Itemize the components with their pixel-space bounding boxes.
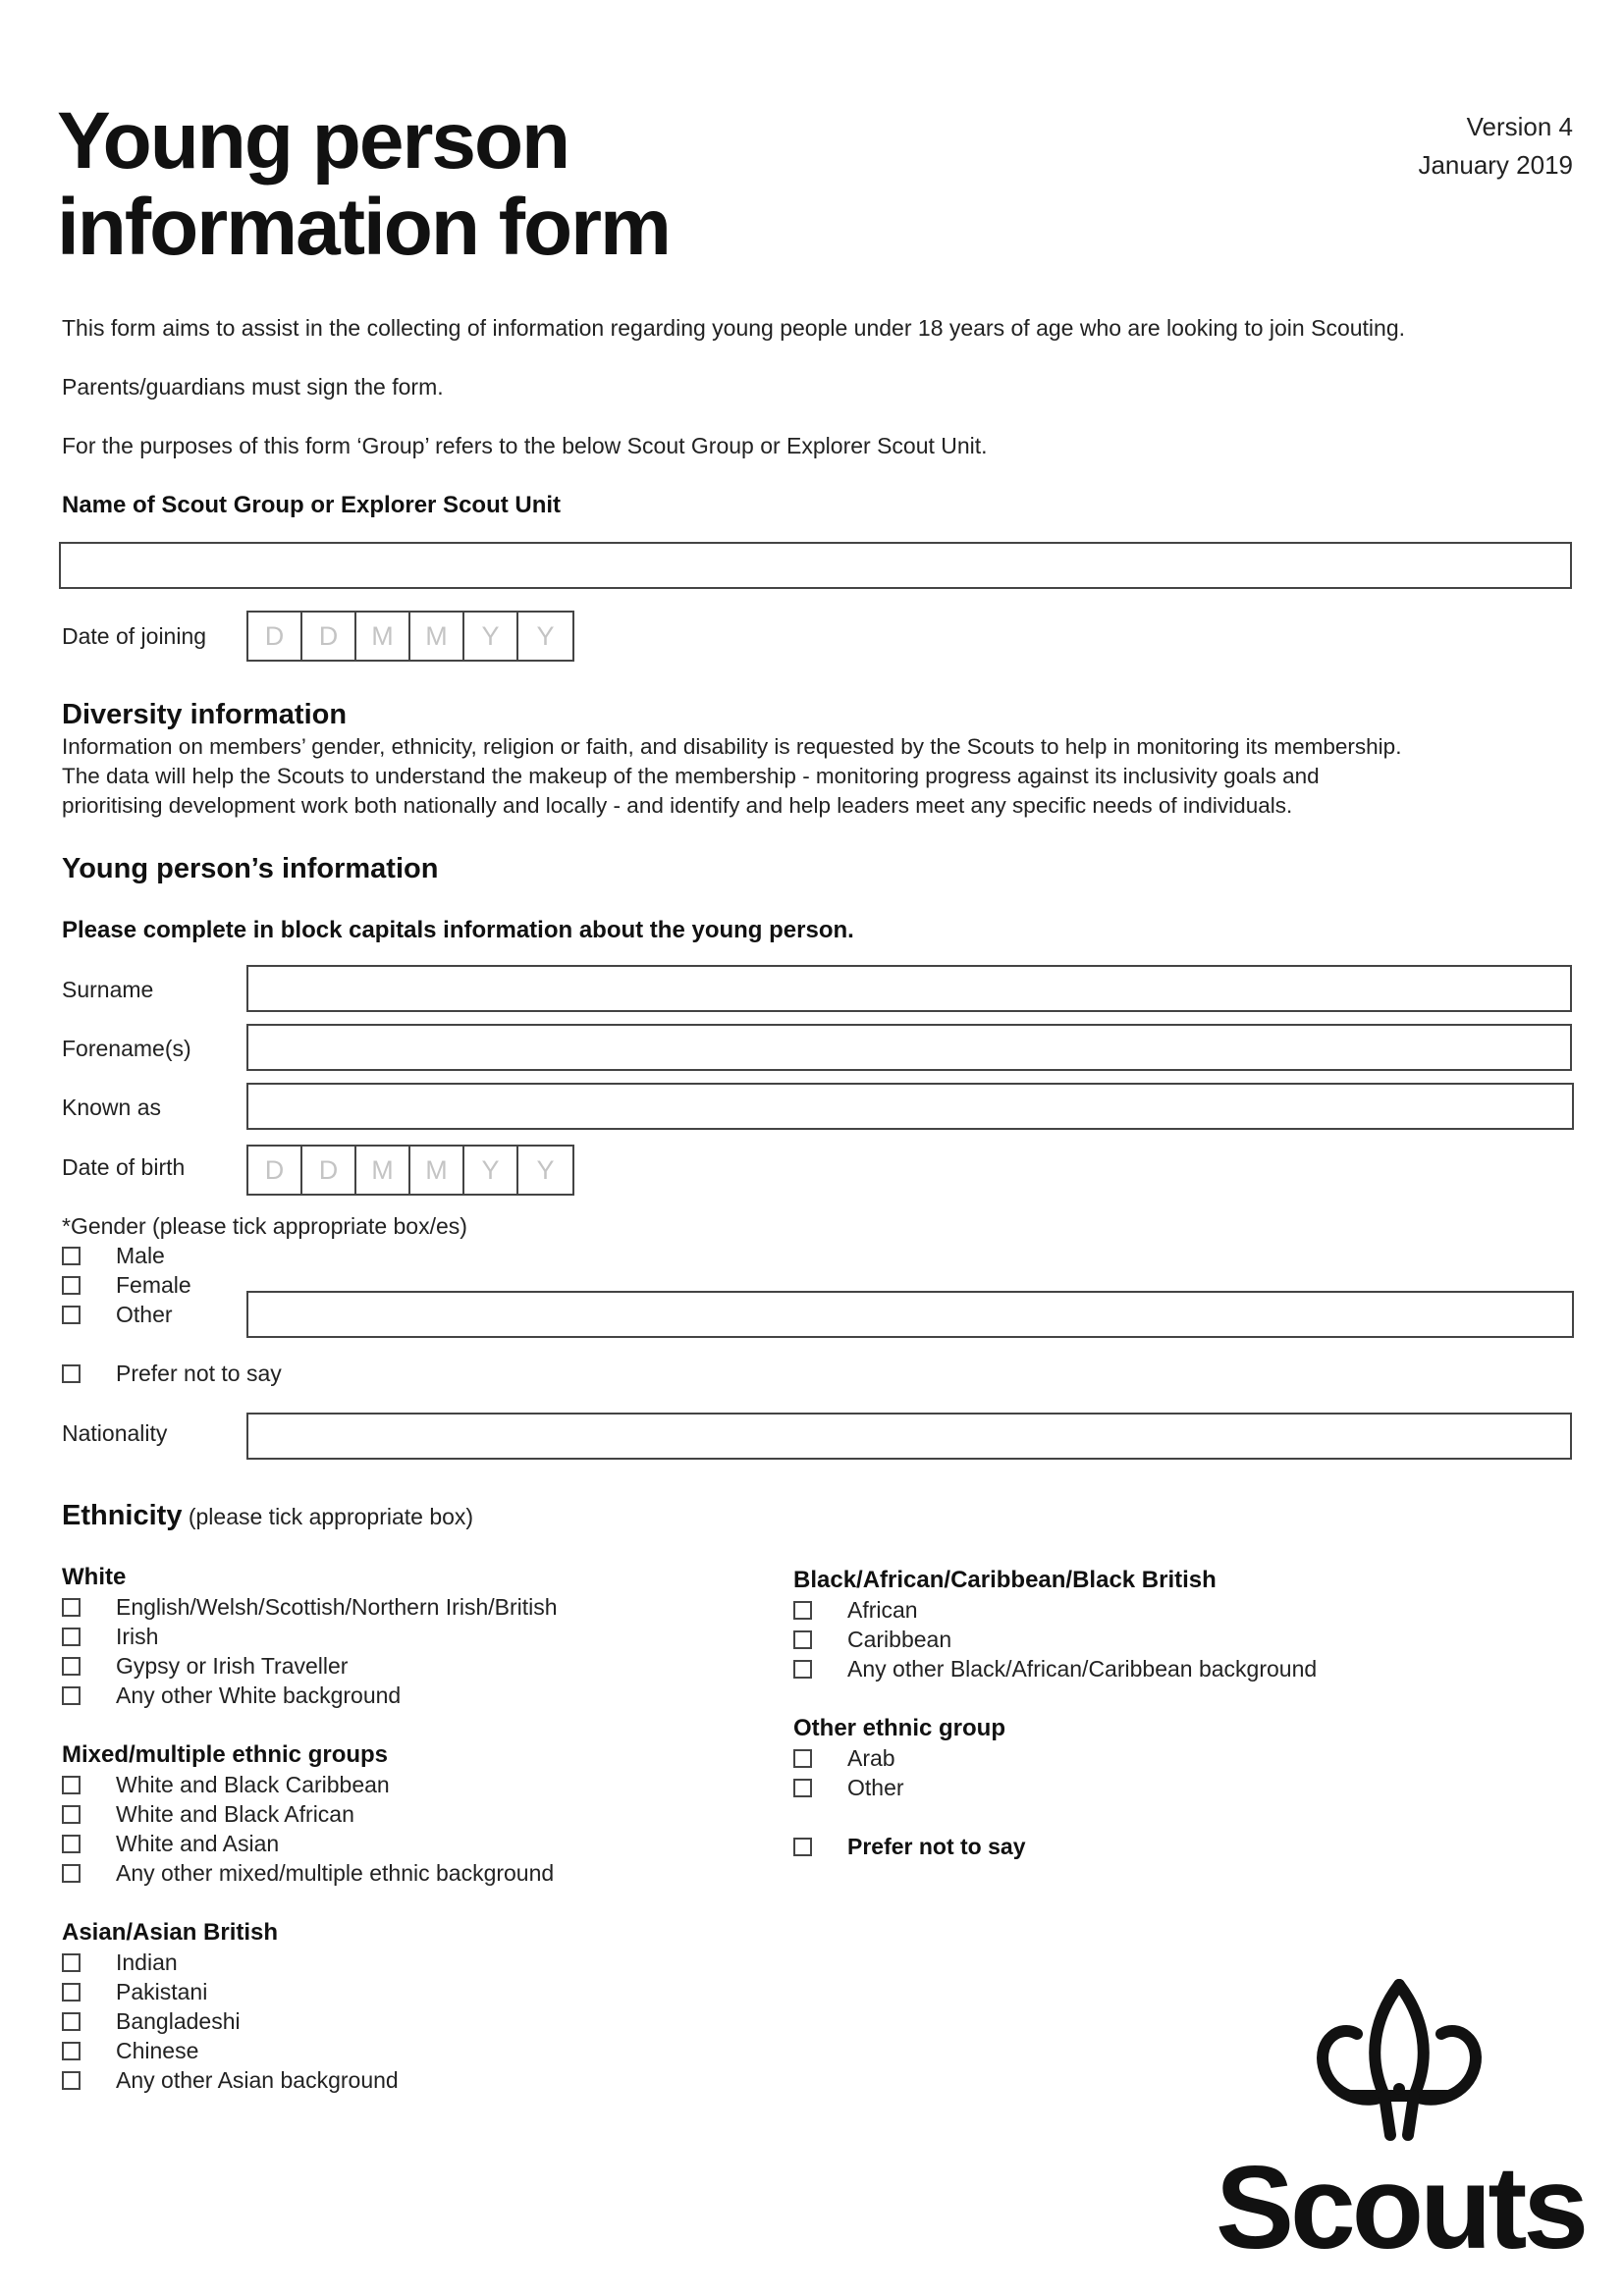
ethnicity-prefer-not-to-say[interactable] xyxy=(793,1832,1026,1861)
date-digit: M xyxy=(356,1147,410,1194)
checkbox[interactable] xyxy=(62,1598,81,1617)
date-of-birth-label: Date of birth xyxy=(62,1154,186,1180)
ethnicity-option[interactable] xyxy=(62,1681,558,1710)
group-title: Other ethnic group xyxy=(793,1715,1005,1741)
ethnicity-option[interactable] xyxy=(793,1625,1317,1654)
ethnicity-note: (please tick appropriate box) xyxy=(182,1504,474,1529)
ethnicity-group-other xyxy=(793,1714,1005,1802)
option-label: Pakistani xyxy=(116,1978,208,2004)
surname-field[interactable] xyxy=(246,965,1572,1012)
gender-option-female[interactable] xyxy=(62,1270,191,1300)
checkbox[interactable] xyxy=(62,2071,81,2090)
checkbox[interactable] xyxy=(62,1306,81,1324)
ethnicity-option[interactable] xyxy=(62,1770,554,1799)
option-label: Irish xyxy=(116,1623,159,1649)
checkbox[interactable] xyxy=(793,1749,812,1768)
checkbox[interactable] xyxy=(793,1660,812,1679)
option-label: Any other Asian background xyxy=(116,2066,399,2093)
ethnicity-option[interactable] xyxy=(62,1858,554,1888)
nationality-label: Nationality xyxy=(62,1420,168,1446)
option-label: English/Welsh/Scottish/Northern Irish/British xyxy=(116,1593,558,1620)
checkbox[interactable] xyxy=(62,1953,81,1972)
ethnicity-option[interactable] xyxy=(62,2036,399,2065)
intro-paragraph-2: Parents/guardians must sign the form. xyxy=(62,374,444,400)
checkbox[interactable] xyxy=(62,2042,81,2060)
option-label: Any other White background xyxy=(116,1682,402,1708)
forenames-label: Forename(s) xyxy=(62,1036,191,1061)
checkbox[interactable] xyxy=(62,1657,81,1676)
version-info xyxy=(1418,108,1573,185)
option-label: Chinese xyxy=(116,2037,199,2063)
diversity-line: The data will help the Scouts to understand the makeup of the membership - monitoring progress against its inclusivity goals and xyxy=(62,764,1320,788)
ethnicity-group-asian xyxy=(62,1918,399,2095)
ethnicity-option[interactable] xyxy=(62,1829,554,1858)
option-label: Indian xyxy=(116,1949,178,1975)
date-digit: Y xyxy=(536,1154,555,1185)
date-digit: M xyxy=(410,613,464,660)
option-label: White and Asian xyxy=(116,1830,280,1856)
gender-prefer-not-to-say[interactable] xyxy=(62,1359,282,1388)
intro-paragraph-3: For the purposes of this form ‘Group’ refers to the below Scout Group or Explorer Scout Unit. xyxy=(62,433,988,458)
option-label: African xyxy=(847,1596,918,1623)
surname-label: Surname xyxy=(62,977,154,1002)
date-digit: D xyxy=(248,1147,302,1194)
date-digit: Y xyxy=(536,620,555,651)
diversity-line: Information on members’ gender, ethnicity, religion or faith, and disability is requested by the Scouts to help in monitoring its membership. xyxy=(62,734,1402,759)
date-of-joining-label: Date of joining xyxy=(62,623,207,649)
option-label: Prefer not to say xyxy=(116,1360,282,1386)
option-label: Arab xyxy=(847,1744,895,1771)
ethnicity-heading xyxy=(62,1500,473,1532)
checkbox[interactable] xyxy=(62,1835,81,1853)
checkbox[interactable] xyxy=(62,1276,81,1295)
option-label: Other xyxy=(116,1301,173,1327)
option-label: Prefer not to say xyxy=(847,1833,1026,1859)
date-digit: D xyxy=(302,613,356,660)
nationality-field[interactable] xyxy=(246,1413,1572,1460)
checkbox[interactable] xyxy=(62,1364,81,1383)
option-label: Any other Black/African/Caribbean background xyxy=(847,1655,1318,1682)
group-name-field[interactable] xyxy=(59,542,1572,589)
intro-paragraph-1: This form aims to assist in the collecting of information regarding young people under 18 years of age who are looking to join Scouting. xyxy=(62,315,1405,341)
option-label: Gypsy or Irish Traveller xyxy=(116,1652,349,1679)
known-as-field[interactable] xyxy=(246,1083,1574,1130)
scouts-logo-text: Scouts xyxy=(1216,2142,1586,2273)
date-digit: M xyxy=(410,1147,464,1194)
option-label: Bangladeshi xyxy=(116,2007,241,2034)
ethnicity-option[interactable] xyxy=(793,1654,1317,1683)
block-capitals-instruction: Please complete in block capitals information about the young person. xyxy=(62,917,854,943)
ethnicity-option[interactable] xyxy=(793,1595,1317,1625)
gender-label: *Gender (please tick appropriate box/es) xyxy=(62,1213,467,1239)
forenames-field[interactable] xyxy=(246,1024,1572,1071)
version-date: January 2019 xyxy=(1418,150,1573,180)
checkbox[interactable] xyxy=(62,1686,81,1705)
option-label: White and Black Caribbean xyxy=(116,1771,390,1797)
ethnicity-option[interactable] xyxy=(62,1977,399,2006)
gender-other-field[interactable] xyxy=(246,1291,1574,1338)
option-label: Any other mixed/multiple ethnic background xyxy=(116,1859,555,1886)
ethnicity-option[interactable] xyxy=(62,1622,558,1651)
group-name-label: Name of Scout Group or Explorer Scout Unit xyxy=(62,492,562,518)
group-title: White xyxy=(62,1564,127,1590)
checkbox[interactable] xyxy=(793,1838,812,1856)
ethnicity-title: Ethnicity xyxy=(62,1500,183,1531)
diversity-text xyxy=(62,732,1401,821)
young-person-heading: Young person’s information xyxy=(62,853,439,884)
checkbox[interactable] xyxy=(62,1628,81,1646)
group-title: Asian/Asian British xyxy=(62,1919,279,1946)
date-digit: Y xyxy=(464,613,518,660)
option-label: Other xyxy=(847,1774,904,1800)
ethnicity-option[interactable] xyxy=(793,1743,1005,1773)
ethnicity-option[interactable] xyxy=(62,2006,399,2036)
fleur-de-lis-icon xyxy=(1306,1973,1492,2150)
date-digit: M xyxy=(356,613,410,660)
checkbox[interactable] xyxy=(62,1983,81,2002)
title-line-1: Young person xyxy=(57,96,569,186)
page-title xyxy=(57,98,670,271)
version-label: Version 4 xyxy=(1466,112,1573,141)
checkbox[interactable] xyxy=(62,2012,81,2031)
ethnicity-option[interactable] xyxy=(62,1651,558,1681)
checkbox[interactable] xyxy=(793,1779,812,1797)
option-label: Caribbean xyxy=(847,1626,952,1652)
option-label: Male xyxy=(116,1242,165,1268)
checkbox[interactable] xyxy=(793,1601,812,1620)
ethnicity-option[interactable] xyxy=(62,2065,399,2095)
diversity-line: prioritising development work both nationally and locally - and identify and help leaders meet any specific needs of individuals. xyxy=(62,793,1293,818)
gender-option-other[interactable] xyxy=(62,1300,191,1329)
ethnicity-option[interactable] xyxy=(62,1592,558,1622)
checkbox[interactable] xyxy=(62,1864,81,1883)
diversity-heading: Diversity information xyxy=(62,699,348,730)
ethnicity-group-mixed xyxy=(62,1740,554,1888)
title-line-2: information form xyxy=(57,183,670,272)
date-digit: Y xyxy=(464,1147,518,1194)
option-label: Female xyxy=(116,1271,191,1298)
date-digit: D xyxy=(248,613,302,660)
gender-option-male[interactable] xyxy=(62,1241,191,1270)
checkbox[interactable] xyxy=(62,1805,81,1824)
known-as-label: Known as xyxy=(62,1095,162,1120)
date-of-joining-field[interactable] xyxy=(246,611,574,662)
ethnicity-group-black xyxy=(793,1566,1317,1683)
checkbox[interactable] xyxy=(793,1630,812,1649)
option-label: White and Black African xyxy=(116,1800,354,1827)
group-title: Black/African/Caribbean/Black British xyxy=(793,1567,1217,1593)
gender-options xyxy=(62,1241,191,1329)
ethnicity-group-white xyxy=(62,1563,558,1710)
checkbox[interactable] xyxy=(62,1247,81,1265)
date-digit: D xyxy=(302,1147,356,1194)
ethnicity-option[interactable] xyxy=(62,1948,399,1977)
group-title: Mixed/multiple ethnic groups xyxy=(62,1741,389,1768)
checkbox[interactable] xyxy=(62,1776,81,1794)
ethnicity-option[interactable] xyxy=(62,1799,554,1829)
date-of-birth-field[interactable] xyxy=(246,1145,574,1196)
ethnicity-option[interactable] xyxy=(793,1773,1005,1802)
